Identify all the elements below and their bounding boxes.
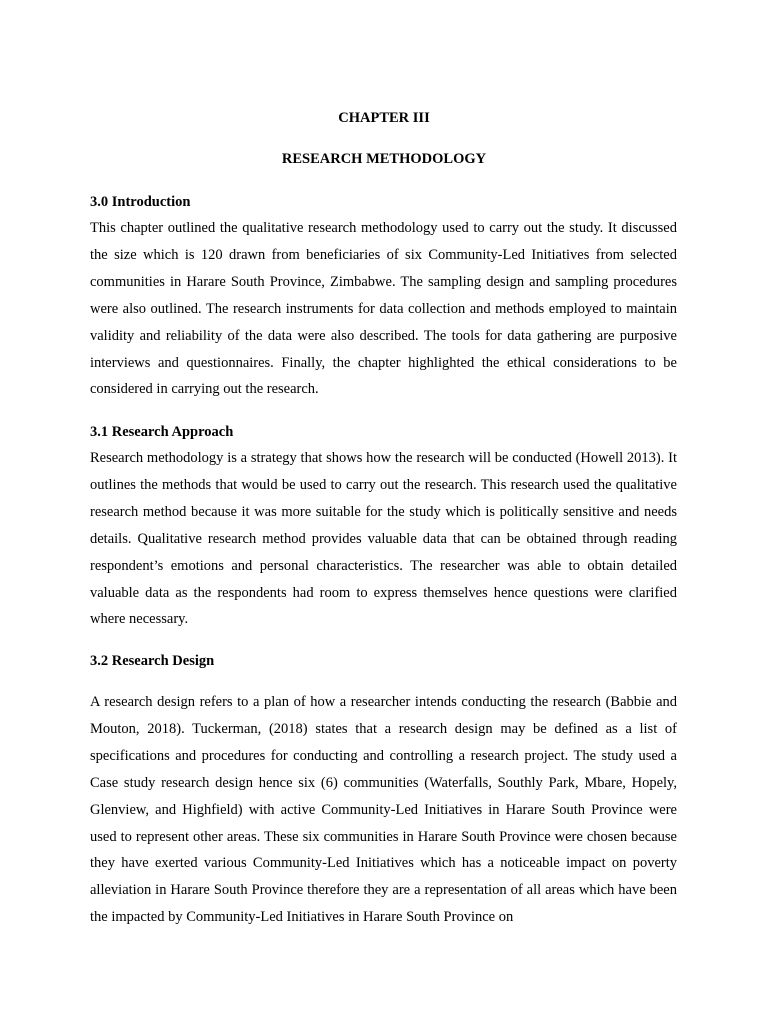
section-heading-research-approach: 3.1 Research Approach: [90, 424, 234, 440]
section-heading-research-design: 3.2 Research Design: [90, 653, 215, 669]
section-heading-introduction: 3.0 Introduction: [90, 194, 191, 210]
chapter-subtitle: RESEARCH METHODOLOGY: [281, 151, 487, 167]
section-body-introduction: This chapter outlined the qualitative research methodology used to carry out the study. It discussed the size which is 120 drawn from beneficiaries of six Community-Led Initiatives from selected communities in Harare South Province, Zimbabwe. The sampling design and sampling procedures were also outlined. The research instruments for data collection and methods employed to maintain validity and reliability of the data were also described. The tools for data gathering are purposive interviews and questionnaires. Finally, the chapter highlighted the ethical considerations to be considered in carrying out the research.: [90, 220, 677, 398]
chapter-title: CHAPTER III: [338, 110, 430, 126]
section-body-research-design: A research design refers to a plan of how a researcher intends conducting the research (Babbie and Mouton, 2018). Tuckerman, (2018) states that a research design may be defined as a list of specifications and procedures for conducting and controlling a research project. The study used a Case study research design hence six (6) communities (Waterfalls, Southly Park, Mbare, Hopely, Glenview, and Highfield) with active Community-Led Initiatives in Harare South Province were used to represent other areas. These six communities in Harare South Province were chosen because they have exerted various Community-Led Initiatives which has a noticeable impact on poverty alleviation in Harare South Province therefore they are a representation of all areas which have been the impacted by Community-Led Initiatives in Harare South Province on: [90, 694, 677, 926]
section-body-research-approach: Research methodology is a strategy that shows how the research will be conducted (Howell 2013). It outlines the methods that would be used to carry out the research. This research used the qualitative research method because it was more suitable for the study which is politically sensitive and needs details. Qualitative research method provides valuable data that can be obtained through reading respondent’s emotions and personal characteristics. The researcher was able to obtain detailed valuable data as the respondents had room to express themselves hence questions were clarified where necessary.: [90, 450, 677, 628]
